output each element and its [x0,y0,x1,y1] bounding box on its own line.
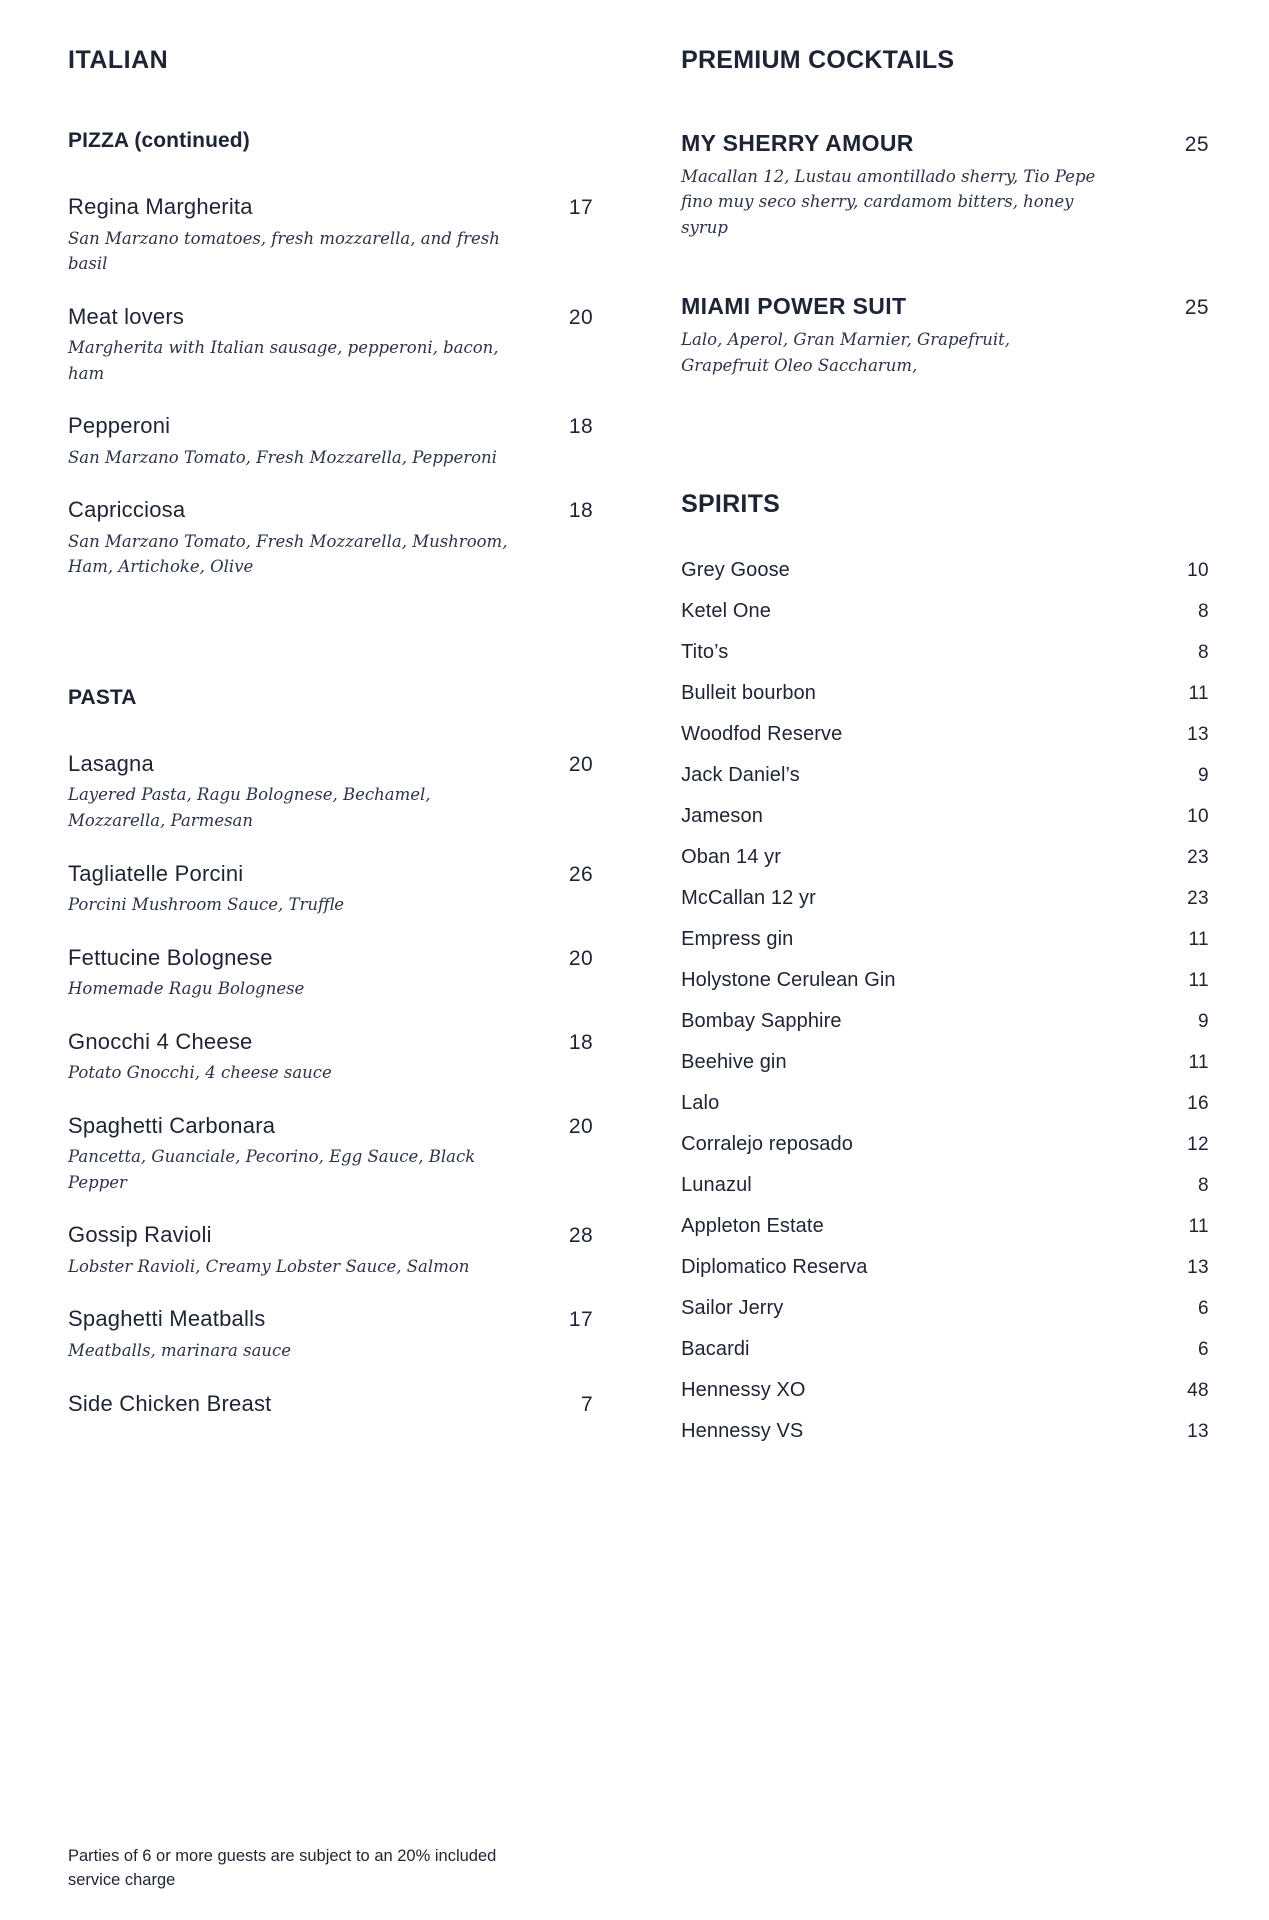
left-column [68,46,633,1920]
menu-item [68,1390,593,1418]
cocktail-item [681,129,1209,240]
menu-item-price: 18 [568,1030,594,1054]
menu-item [68,944,593,1002]
list-item [681,1174,1209,1197]
pasta-item-list [68,750,593,1417]
menu-item-description: Layered Pasta, Ragu Bolognese, Bechamel, Mozzarella, Parmesan [68,785,431,830]
menu-item-description: Pancetta, Guanciale, Pecorino, Egg Sauce, Black Pepper [68,1147,476,1192]
menu-item-name: Side Chicken Breast [68,1390,272,1416]
menu-item-description: Margherita with Italian sausage, pepperoni, bacon, ham [68,338,499,383]
menu-item-description: Porcini Mushroom Sauce, Truffle [68,895,344,915]
list-item [681,1297,1209,1320]
spirit-price: 11 [1188,1216,1209,1238]
cocktail-item-price: 25 [1184,296,1209,320]
list-item [681,1010,1209,1033]
spirits-section-heading: SPIRITS [681,490,781,519]
cocktail-list [681,129,1209,378]
list-item [681,1379,1209,1402]
menu-item-price: 20 [568,752,594,776]
menu-item-price: 17 [568,196,594,219]
cocktail-item-name: MY SHERRY AMOUR [681,130,914,156]
menu-item-description: San Marzano Tomato, Fresh Mozzarella, Pepperoni [68,447,497,467]
menu-item-head [68,1305,593,1333]
spirit-name: Corralejo reposado [681,1133,853,1156]
spirit-price: 23 [1187,847,1209,869]
list-item [681,1133,1209,1156]
list-item [681,887,1209,910]
menu-item-price: 7 [580,1392,594,1416]
spirit-price: 23 [1187,888,1209,910]
menu-item [68,303,593,387]
menu-item-price: 20 [568,946,594,970]
menu-item-name: Lasagna [68,750,154,776]
menu-item-name: Meat lovers [68,303,185,329]
list-item [681,1338,1209,1361]
menu-item-head [68,1221,593,1249]
menu-item-name: Regina Margherita [68,194,253,219]
menu-item-price: 20 [568,305,594,329]
menu-item-description: San Marzano Tomato, Fresh Mozzarella, Mushroom, Ham, Artichoke, Olive [68,531,508,577]
menu-item [68,1305,593,1363]
spirit-name: Hennessy VS [681,1420,804,1443]
spacer [681,519,1209,559]
spirit-name: Jack Daniel’s [681,764,800,787]
menu-item [68,1028,593,1086]
page-title: ITALIAN [68,46,169,74]
list-item [681,846,1209,869]
menu-item-head [68,303,593,331]
cocktail-item-name: MIAMI POWER SUIT [681,293,907,320]
spirit-price: 9 [1198,1011,1209,1033]
cocktail-item-head [681,292,1209,321]
menu-item-head [68,1390,593,1418]
spirit-name: Holystone Cerulean Gin [681,969,896,992]
menu-item-head [68,1028,593,1056]
spirit-name: Empress gin [681,928,794,951]
cocktail-item-description: Lalo, Aperol, Gran Marnier, Grapefruit, Grapefruit Oleo Saccharum, [681,330,1011,375]
spacer [68,75,593,129]
list-item [681,641,1209,664]
cocktail-item-price: 25 [1184,133,1209,156]
list-item [681,1215,1209,1238]
spirit-name: Ketel One [681,600,771,623]
menu-item-name: Spaghetti Meatballs [68,1306,266,1332]
spirit-name: Hennessy XO [681,1379,806,1402]
menu-item-price: 18 [568,415,594,439]
menu-item-description: Potato Gnocchi, 4 cheese sauce [68,1063,332,1083]
service-charge-note: Parties of 6 or more guests are subject to an 20% included service charge [68,1847,497,1889]
menu-item [68,860,593,918]
spirit-name: McCallan 12 yr [681,887,816,910]
list-item [681,1051,1209,1074]
spirit-price: 11 [1188,683,1209,705]
spirit-name: Grey Goose [681,559,790,582]
spirit-name: Beehive gin [681,1051,787,1074]
spirit-name: Lunazul [681,1174,752,1197]
menu-item-name: Pepperoni [68,413,171,439]
cocktail-item-description: Macallan 12, Lustau amontillado sherry, Tio Pepe fino muy seco sherry, cardamom bitters, honey syrup [681,166,1096,237]
spirit-price: 48 [1187,1380,1209,1402]
list-item [681,805,1209,828]
menu-item-price: 20 [568,1114,594,1138]
spirit-price: 13 [1187,1421,1209,1443]
spirit-name: Jameson [681,805,763,828]
spirit-price: 10 [1187,806,1209,828]
cocktail-item-head [681,129,1209,158]
spirit-price: 8 [1198,601,1209,623]
menu-item-head [68,944,593,972]
menu-item-name: Spaghetti Carbonara [68,1112,276,1138]
spirit-name: Diplomatico Reserva [681,1256,868,1279]
spirit-name: Bombay Sapphire [681,1010,842,1033]
list-item [681,928,1209,951]
spirit-name: Lalo [681,1092,720,1115]
menu-item-name: Gossip Ravioli [68,1222,212,1248]
pizza-section-heading: PIZZA (continued) [68,129,250,152]
menu-item [68,193,593,277]
spacer [681,430,1209,490]
menu-item-head [68,496,593,524]
menu-item [68,496,593,580]
spirit-price: 13 [1187,1257,1209,1279]
spirit-name: Bulleit bourbon [681,682,817,705]
spirit-price: 11 [1188,929,1209,951]
menu-item-name: Tagliatelle Porcini [68,860,244,886]
spirit-price: 9 [1198,765,1209,787]
menu-item-description: Meatballs, marinara sauce [68,1340,292,1360]
menu-item-head [68,412,593,440]
spacer [681,75,1209,129]
spirit-price: 13 [1187,724,1209,746]
list-item [681,559,1209,582]
spirit-price: 12 [1187,1134,1209,1156]
spirit-price: 8 [1198,1175,1209,1197]
menu-item-head [68,193,593,221]
spacer [68,606,593,686]
spacer [68,153,593,193]
menu-item-price: 26 [568,862,594,886]
list-item [681,600,1209,623]
menu-item-price: 17 [568,1308,594,1332]
menu-item-head [68,860,593,888]
menu-item [68,750,593,834]
menu-item-price: 18 [568,499,594,523]
menu-item [68,1221,593,1279]
list-item [681,682,1209,705]
menu-item-head [68,1112,593,1140]
list-item [681,764,1209,787]
menu-item-description: Homemade Ragu Bolognese [68,979,305,999]
list-item [681,1092,1209,1115]
menu-item [68,412,593,470]
menu-item-price: 28 [568,1224,594,1248]
spirit-name: Oban 14 yr [681,846,782,869]
spirit-price: 11 [1188,1052,1209,1074]
spirit-name: Bacardi [681,1338,750,1361]
pizza-item-list [68,193,593,580]
right-column [633,46,1209,1920]
spirit-price: 10 [1187,560,1209,582]
list-item [681,969,1209,992]
list-item [681,723,1209,746]
spirit-name: Appleton Estate [681,1215,824,1238]
spirit-price: 16 [1187,1093,1209,1115]
pasta-section-heading: PASTA [68,685,137,709]
menu-item-name: Gnocchi 4 Cheese [68,1028,253,1054]
spirit-name: Sailor Jerry [681,1297,784,1320]
list-item [681,1256,1209,1279]
spacer [68,710,593,750]
menu-item-name: Capricciosa [68,497,186,523]
spirit-price: 6 [1198,1298,1209,1320]
menu-item-head [68,750,593,778]
cocktails-section-heading: PREMIUM COCKTAILS [681,46,955,74]
cocktail-item [681,292,1209,378]
list-item [681,1420,1209,1443]
spirit-name: Woodfod Reserve [681,723,843,746]
spirit-price: 6 [1198,1339,1209,1361]
menu-item-name: Fettucine Bolognese [68,944,273,970]
menu-item-description: San Marzano tomatoes, fresh mozzarella, and fresh basil [68,228,500,274]
spirit-price: 11 [1188,970,1209,992]
spirit-price: 8 [1198,642,1209,664]
spirits-list [681,559,1209,1443]
spirit-name: Tito’s [681,641,729,664]
menu-item [68,1112,593,1196]
menu-item-description: Lobster Ravioli, Creamy Lobster Sauce, Salmon [68,1256,470,1276]
